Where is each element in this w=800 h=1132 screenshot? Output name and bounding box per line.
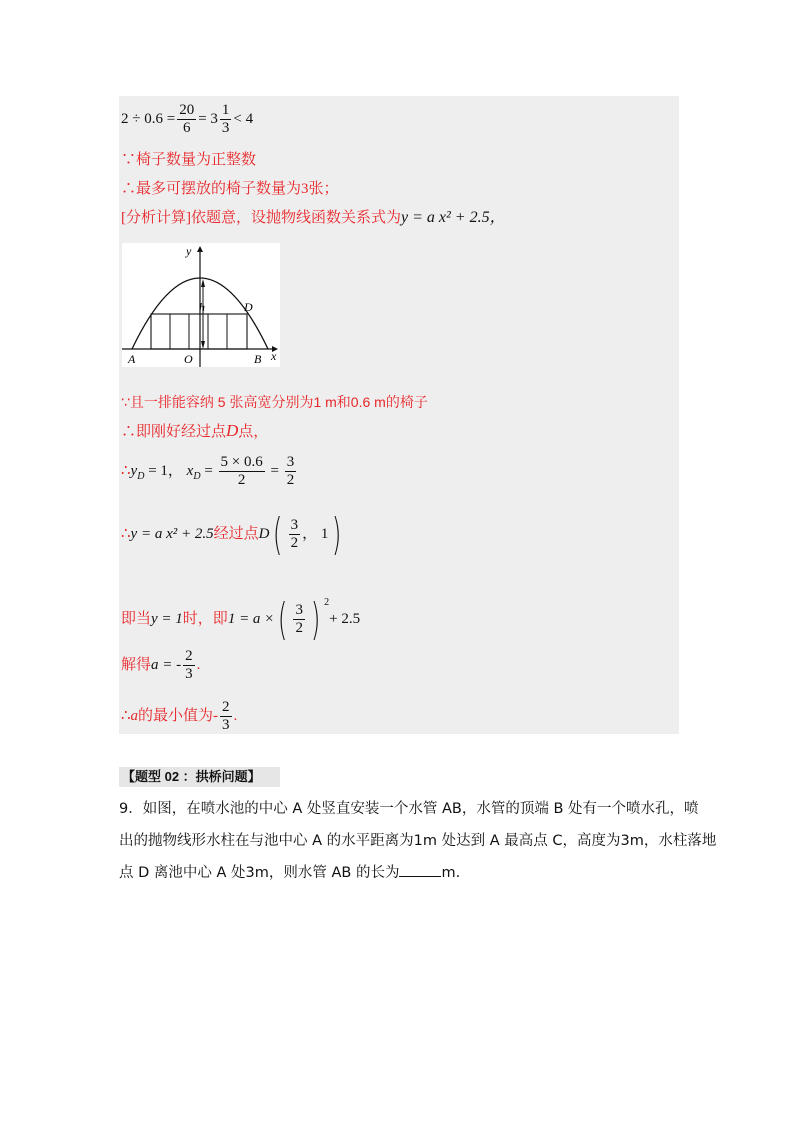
solution-line-8: ∴y = a x² + 2.5经过点D( $\frac{3}{2}$ ， 1) <box>121 508 342 560</box>
arrow-up-icon <box>201 279 205 287</box>
fraction-2-3: $\frac{2}{3}$ <box>185 648 193 683</box>
fraction-20-6: $\frac{20}{6}$ <box>179 102 195 137</box>
section-header: 【题型 02 ：拱桥问题】 <box>119 767 280 787</box>
question-line-1: 9．如图，在喷水池的中心 A 处竖直安装一个水管 AB，水管的顶端 B 处有一个喷水孔，喷 <box>119 801 699 817</box>
fraction-3-2: $\frac{3}{2}$ <box>295 602 303 637</box>
fraction-1-3: $\frac{1}{3}$ <box>221 102 230 137</box>
chairs-rectangle <box>151 314 247 349</box>
y-axis-arrow-icon <box>197 246 203 252</box>
question-line-2: 出的抛物线形水柱在与池中心 A 的水平距离为1m 处达到 A 最高点 C，高度为3m，水柱落地 <box>119 833 717 849</box>
solution-line-7: $\therefore y_D = 1$， $x_D$ = $\frac{5 \times 0.6}{2}$ = $\frac{3}{2}$ <box>121 454 295 489</box>
label-y: y <box>186 244 192 258</box>
solution-line-6: ∴即刚好经过点D点， <box>121 421 269 440</box>
label-A: A <box>128 352 136 366</box>
solution-line-10: 解得a = - $\frac{2}{3}$ . <box>121 648 201 683</box>
solution-line-3: ∴最多可摆放的椅子数量为3张； <box>121 181 339 197</box>
fraction-3-2: $\frac{3}{2}$ <box>286 454 295 489</box>
solution-line-5: ∵且一排能容纳 5 张高宽分别为1 m和0.6 m的椅子 <box>121 394 428 410</box>
label-h: h <box>199 300 205 314</box>
parabola-diagram <box>122 243 280 367</box>
label-B: B <box>254 352 262 366</box>
fraction-2-3: $\frac{2}{3}$ <box>222 699 230 734</box>
solution-line-9: 即当y = 1时，即1 = a ×( $\frac{3}{2}$ ) $^2$+ 2.5 <box>121 593 361 645</box>
label-D: D <box>244 300 253 314</box>
arrow-down-icon <box>201 341 205 349</box>
label-x: x <box>271 349 277 363</box>
division-lhs: 2 ÷ 0.6 = <box>121 111 176 127</box>
parabola-figure <box>122 243 280 367</box>
label-O: O <box>184 352 193 366</box>
solution-line-2: ∵椅子数量为正整数 <box>121 152 257 168</box>
answer-blank[interactable] <box>399 862 441 877</box>
solution-line-1: 2 ÷ 0.6 = $\frac{20}{6}$ = 3 $\frac{1}{3}$ < 4 <box>121 102 254 137</box>
solution-line-11: ∴a的最小值为- $\frac{2}{3}$ . <box>121 699 238 734</box>
fraction-xd: $\frac{5 \times 0.6}{2}$ <box>220 454 263 489</box>
question-line-3: 点 D 离池中心 A 处3m，则水管 AB 的长为 m. <box>119 862 679 883</box>
solution-line-4: [分析计算]依题意，设抛物线函数关系式为y = a x² + 2.5， <box>121 209 506 226</box>
fraction-3-2: $\frac{3}{2}$ <box>290 517 299 552</box>
